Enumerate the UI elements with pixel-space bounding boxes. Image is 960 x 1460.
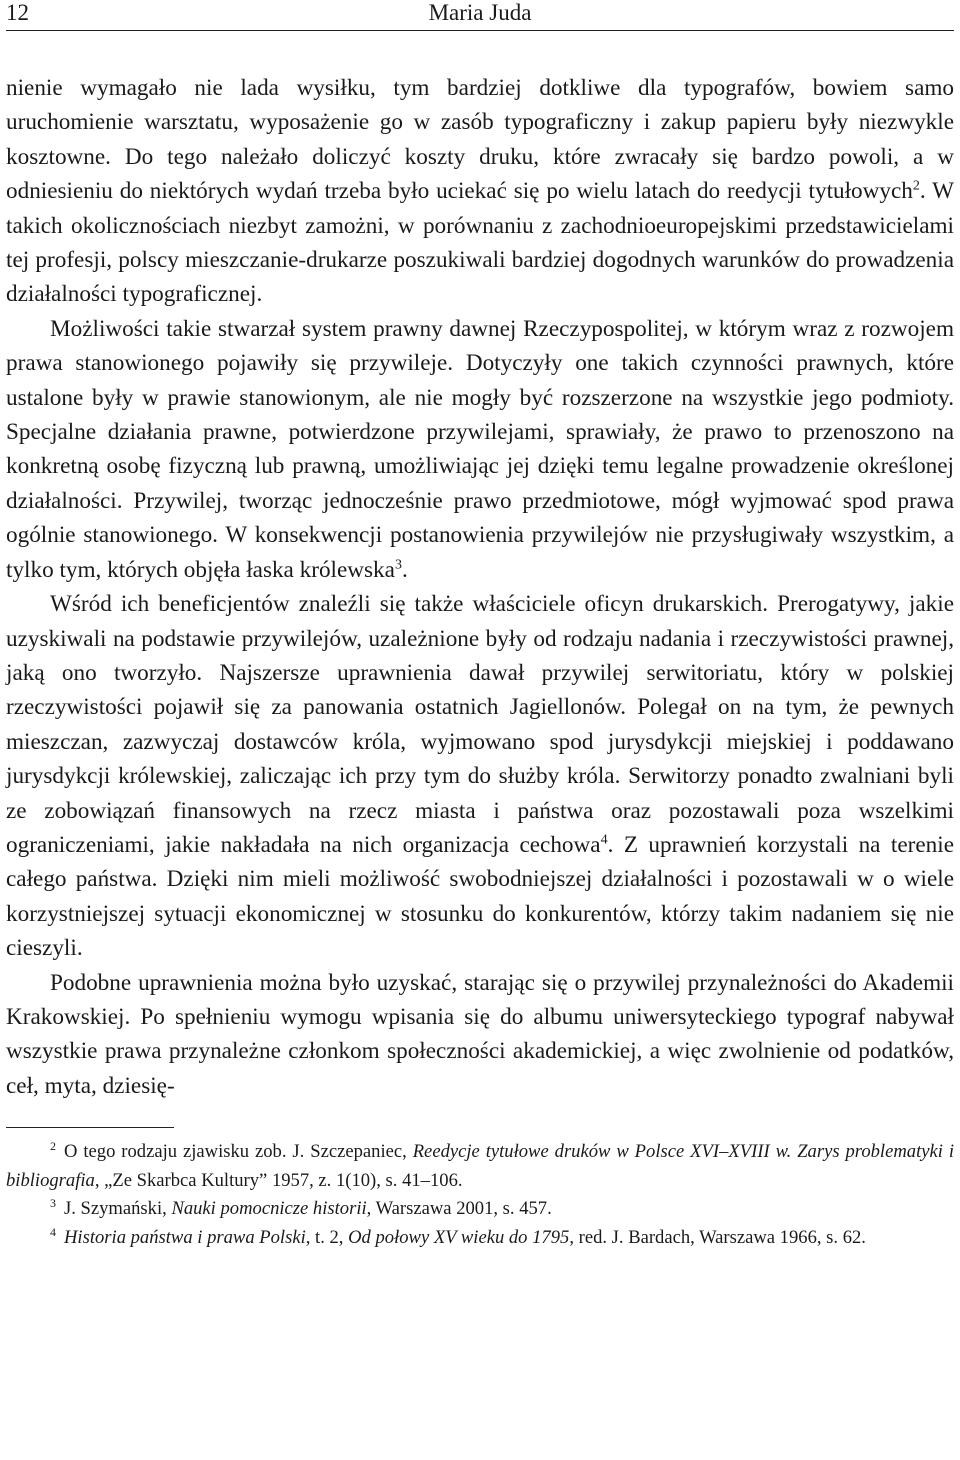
footnote-4 — [6, 1224, 954, 1253]
footnote-text: J. Szymański, — [64, 1198, 172, 1220]
paragraph-2-text-a: Możliwości takie stwarzał system prawny dawnej Rzeczypospolitej, w którym wraz z rozwojem prawa stanowionego pojawiły się przywileje. Dotyczyły one takich czynności prawnych, które ustalone były w prawie stanowionym, ale nie mogły być rozszerzone na wszystkie jego podmioty. Specjalne działania prawne, potwierdzone przywilejami, sprawiały, że prawo to przenoszono na konkretną osobę fizyczną lub prawną, umożliwiając jej dzięki temu legalne prowadzenie określonej działalności. Przywilej, tworząc jednocześnie prawo przedmiotowe, mógł wyjmować spod prawa ogólnie stanowionego. W konsekwencji postanowienia przywilejów nie przysługiwały wszystkim, a tylko tym, których objęła łaska królewska — [6, 315, 954, 583]
footnote-2 — [6, 1138, 954, 1195]
footnote-number: 4 — [50, 1224, 56, 1239]
footnote-number: 3 — [50, 1196, 56, 1211]
paragraph-1-text-b: . W takich okolicznościach niezbyt zamożni, w porównaniu z zachodnioeuropejskimi przedstawicielami tej profesji, polscy mieszczanie-drukarze poszukiwali bardziej dogodnych warunków do prowadzenia działalności typograficznej. — [6, 178, 954, 308]
footnote-text: , Warszawa 2001, s. 457. — [366, 1198, 552, 1220]
page-number: 12 — [6, 0, 29, 25]
running-head — [6, 0, 954, 31]
paragraph-1-text-a: nienie wymagało nie lada wysiłku, tym bardziej dotkliwe dla typografów, bowiem samo uruchomienie warsztatu, wyposażenie go w zasób typograficzny i zakup papieru były niezwykle kosztowne. Do tego należało doliczyć koszty druku, które zwracały się bardzo powoli, a w odniesieniu do niektórych wydań trzeba było uciekać się po wielu latach do reedycji tytułowych — [6, 75, 954, 205]
footnote-ref-4: 4 — [600, 832, 608, 848]
paragraph-3 — [6, 587, 954, 965]
book-page — [6, 0, 954, 1253]
body-text — [6, 71, 954, 1103]
footnote-number: 2 — [50, 1139, 56, 1153]
footnote-text: , t. 2, — [305, 1226, 349, 1248]
paragraph-3-text-b: . Z uprawnień korzystali na terenie całego państwa. Dzięki nim mieli możliwość swobodniejszej działalności i pozostawali w o wiele korzystniejszej sytuacji ekonomicznej w stosunku do konkurentów, którzy takim nadaniem się nie cieszyli. — [6, 831, 954, 962]
footnote-title: Od połowy XV wieku do 1795 — [348, 1226, 570, 1248]
footnote-title: Historia państwa i prawa Polski — [64, 1226, 306, 1248]
footnote-text: O tego rodzaju zjawisku zob. J. Szczepaniec, — [64, 1141, 413, 1163]
running-head-author: Maria Juda — [428, 0, 532, 25]
footnote-ref-2: 2 — [912, 178, 920, 194]
footnote-title: Nauki pomocnicze historii — [171, 1198, 367, 1220]
footnote-3 — [6, 1195, 954, 1224]
footnote-ref-3: 3 — [394, 556, 402, 572]
footnote-separator — [6, 1127, 174, 1128]
footnote-title: Reedycje tytułowe druków w Polsce XVI–XVIII w. Zarys problematyki i bibliografia — [6, 1141, 955, 1191]
paragraph-2-text-b: . — [401, 556, 408, 583]
footnote-text: , „Ze Skarbca Kultury” 1957, z. 1(10), s. 41–106. — [94, 1169, 463, 1191]
paragraph-3-text-a: Wśród ich beneficjentów znaleźli się także właściciele oficyn drukarskich. Prerogatywy, jakie uzyskiwali na podstawie przywilejów, uzależnione były od rodzaju nadania i rzeczywistości prawnej, jaką ono tworzyło. Najszersze uprawnienia dawał przywilej serwitoriatu, który w polskiej rzeczywistości pojawił się za panowania ostatnich Jagiellonów. Polegał on na tym, że pewnych mieszczan, zazwyczaj dostawców króla, wyjmowano spod jurysdykcji miejskiej i poddawano jurysdykcji królewskiej, zaliczając ich przy tym do służby króla. Serwitorzy ponadto zwalniani byli ze zobowiązań finansowych na rzecz miasta i państwa oraz pozostawali poza wszelkimi ograniczeniami, jakie nakładała na nich organizacja cechowa — [6, 591, 954, 858]
paragraph-2 — [6, 312, 954, 587]
footnote-text: , red. J. Bardach, Warszawa 1966, s. 62. — [569, 1226, 866, 1248]
paragraph-4 — [6, 966, 954, 1104]
paragraph-1 — [6, 71, 954, 312]
footnotes — [6, 1138, 954, 1252]
paragraph-4-text-a: Podobne uprawnienia można było uzyskać, starając się o przywilej przynależności do Akademii Krakowskiej. Po spełnieniu wymogu wpisania się do albumu uniwersyteckiego typograf nabywał wszystkie prawa przynależne członkom społeczności akademickiej, a więc zwolnienie od podatków, ceł, myta, dziesię- — [6, 969, 954, 1099]
